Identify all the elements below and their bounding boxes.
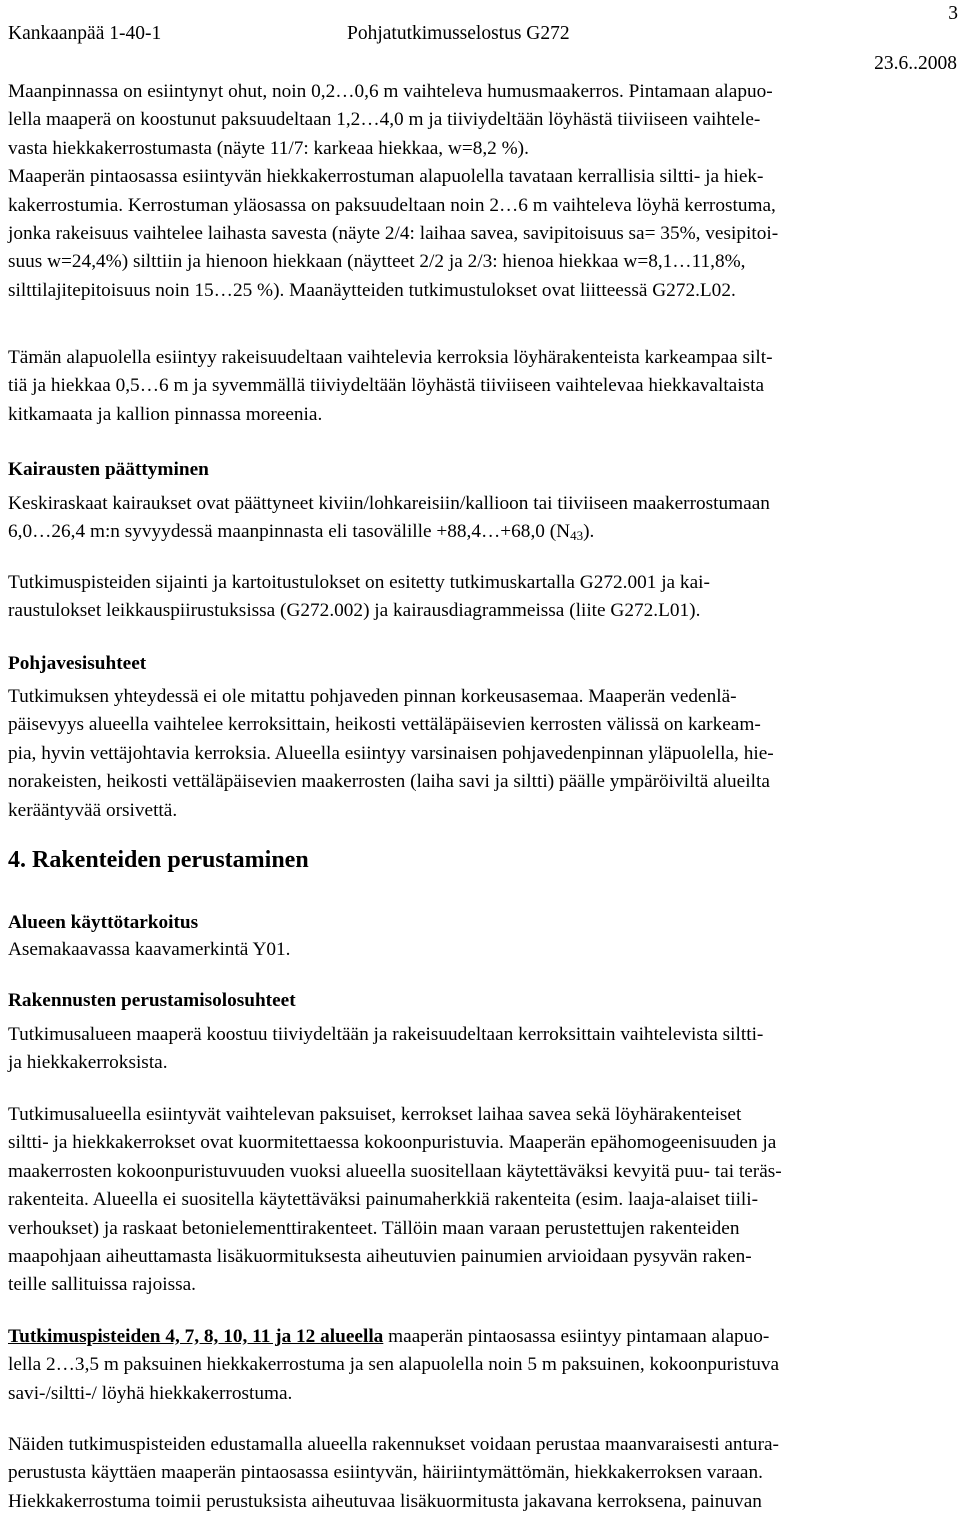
text-line: tiä ja hiekkaa 0,5…6 m ja syvemmällä tiiviydeltään löyhästä tiiviiseen vaihtelevaa hiekkavaltaista: [8, 375, 765, 397]
text-line: savi-/siltti-/ löyhä hiekkakerrostuma.: [8, 1382, 293, 1404]
paragraph-soil-layers: [8, 78, 952, 305]
paragraph-foundation-conditions: [8, 1021, 952, 1078]
text-line: kitkamaata ja kallion pinnassa moreenia.: [8, 403, 323, 425]
text-line: kakerrostumia. Kerrostuman yläosassa on paksuudeltaan noin 2…6 m vaihteleva löyhä kerrostuma,: [8, 194, 776, 216]
chapter-title: Rakenteiden perustaminen: [32, 847, 309, 873]
text-line: silttilajitepitoisuus noin 15…25 %). Maanäytteiden tutkimustulokset ovat liitteessä G272.L02.: [8, 279, 736, 301]
text-line: maapohjaan aiheuttamasta lisäkuormituksesta aiheutuvien painumien arvioidaan pysyvän raken-: [8, 1245, 752, 1267]
chapter-number: 4.: [8, 847, 26, 873]
text-line: ja hiekkakerroksista.: [8, 1052, 168, 1074]
text-line: Asemakaavassa kaavamerkintä Y01.: [8, 939, 291, 960]
text-line: lella 2…3,5 m paksuinen hiekkakerrostuma ja sen alapuolella noin 5 m paksuinen, kokoonpuristuva: [8, 1354, 780, 1376]
text-line: Tämän alapuolella esiintyy rakeisuudeltaan vaihtelevia kerroksia löyhärakenteista karkeampaa silt-: [8, 347, 773, 368]
text-line: Maaperän pintaosassa esiintyvän hiekkakerrostuman alapuolella tavataan kerrallisia siltti- ja hiek-: [8, 166, 764, 188]
text-line: Maanpinnassa on esiintynyt ohut, noin 0,2…0,6 m vaihteleva humusmaakerros. Pintamaan alapuo-: [8, 81, 773, 102]
text-line: teille sallituissa rajoissa.: [8, 1274, 196, 1296]
paragraph-foundation-method: [8, 1431, 952, 1516]
text-line: raustulokset leikkauspiirustuksissa (G272.002) ja kairausdiagrammeissa (liite G272.L01).: [8, 600, 701, 622]
header-date: 23.6..2008: [874, 53, 957, 74]
text-line: Tutkimuksen yhteydessä ei ole mitattu pohjaveden pinnan korkeusasemaa. Maaperän vedenlä-: [8, 686, 737, 707]
page-number: 3: [948, 3, 958, 24]
paragraph-map-references: [8, 569, 952, 626]
heading-pohjavesisuhteet: Pohjavesisuhteet: [8, 653, 147, 674]
text-line: vasta hiekkakerrostumasta (näyte 11/7: karkeaa hiekkaa, w=8,2 %).: [8, 137, 529, 159]
header-document-id: Kankaanpää 1-40-1: [8, 23, 162, 44]
paragraph-compressible-layers: [8, 1101, 952, 1300]
text-line: päisevyys alueella vaihtelee kerroksittain, heikosti vettäläpäisevien kerrosten välissä on karkeam-: [8, 714, 761, 736]
chapter-heading: [8, 844, 309, 876]
heading-rakennusten-perustamisolosuhteet: Rakennusten perustamisolosuhteet: [8, 990, 296, 1011]
paragraph-deeper-layers: [8, 344, 952, 429]
subscript-n43: 43: [570, 528, 584, 544]
paragraph-zoning: [8, 936, 952, 964]
text-line: jonka rakeisuus vaihtelee laihasta savesta (näyte 2/4: laihaa savea, savipitoisuus sa= 35%, vesipitoi-: [8, 222, 779, 244]
text-line: Tutkimusalueella esiintyvät vaihtelevan paksuiset, kerrokset laihaa savea sekä löyhärakenteiset: [8, 1104, 742, 1125]
text-line: pia, hyvin vettäjohtavia kerroksia. Alueella esiintyy varsinaisen pohjavedenpinnan yläpuolella, hie-: [8, 742, 774, 764]
text-line: Keskiraskaat kairaukset ovat päättyneet kiviin/lohkareisiin/kallioon tai tiiviiseen maakerrostumaan: [8, 493, 770, 514]
text-line: Hiekkakerrostuma toimii perustuksista aiheutuvaa lisäkuormitusta jakavana kerroksena, painuvan: [8, 1490, 762, 1512]
text-line: maakerrosten kokoonpuristuvuuden vuoksi alueella suositellaan käytettäväksi kevyitä puu- tai teräs-: [8, 1160, 782, 1182]
header-document-title: Pohjatutkimusselostus G272: [347, 23, 570, 44]
text-line: perustusta käyttäen maaperän pintaosassa esiintyvän, häiriintymättömän, hiekkakerroksen varaan.: [8, 1462, 763, 1484]
paragraph-drilling-end: [8, 490, 952, 547]
heading-kairausten-paattyminen: Kairausten päättyminen: [8, 459, 209, 480]
text-line: lella maaperä on koostunut paksuudeltaan 1,2…4,0 m ja tiiviydeltään löyhästä tiiviiseen vaihtele-: [8, 109, 761, 131]
paragraph-study-points: [8, 1323, 952, 1408]
paragraph-groundwater: [8, 683, 952, 825]
underlined-emphasis: Tutkimuspisteiden 4, 7, 8, 10, 11 ja 12 alueella: [8, 1326, 384, 1347]
text-line: Tutkimuspisteiden 4, 7, 8, 10, 11 ja 12 alueella maaperän pintaosassa esiintyy pintamaan alapuo-: [8, 1326, 770, 1347]
text-line: suus w=24,4%) silttiin ja hienoon hiekkaan (näytteet 2/2 ja 2/3: hienoa hiekkaa w=8,1…11,8%,: [8, 251, 746, 273]
text-line: Tutkimuspisteiden sijainti ja kartoitustulokset on esitetty tutkimuskartalla G272.001 ja kai-: [8, 572, 710, 593]
text-line: verhoukset) ja raskaat betonielementtirakenteet. Tällöin maan varaan perustettujen rakenteiden: [8, 1217, 740, 1239]
text-line: 6,0…26,4 m:n syvyydessä maanpinnasta eli tasovälille +88,4…+68,0 $(N_{43})$.: [8, 521, 595, 544]
text-line: Näiden tutkimuspisteiden edustamalla alueella rakennukset voidaan perustaa maanvaraisesti antura-: [8, 1434, 779, 1455]
text-line: rakenteita. Alueella ei suositella käytettäväksi painumaherkkiä rakenteita (esim. laaja-alaiset tiili-: [8, 1189, 759, 1211]
text-line: siltti- ja hiekkakerrokset ovat kuormitettaessa kokoonpuristuvia. Maaperän epähomogeenisuuden ja: [8, 1132, 777, 1154]
heading-alueen-kayttotarkoitus: Alueen käyttötarkoitus: [8, 912, 199, 933]
text-line: norakeisten, heikosti vettäläpäisevien maakerrosten (laiha savi ja siltti) päälle ympäröiviltä alueilta: [8, 771, 770, 793]
text-line: Tutkimusalueen maaperä koostuu tiiviydeltään ja rakeisuudeltaan kerroksittain vaihtelevista siltti-: [8, 1024, 764, 1045]
text-line: kerääntyvää orsivettä.: [8, 799, 178, 821]
